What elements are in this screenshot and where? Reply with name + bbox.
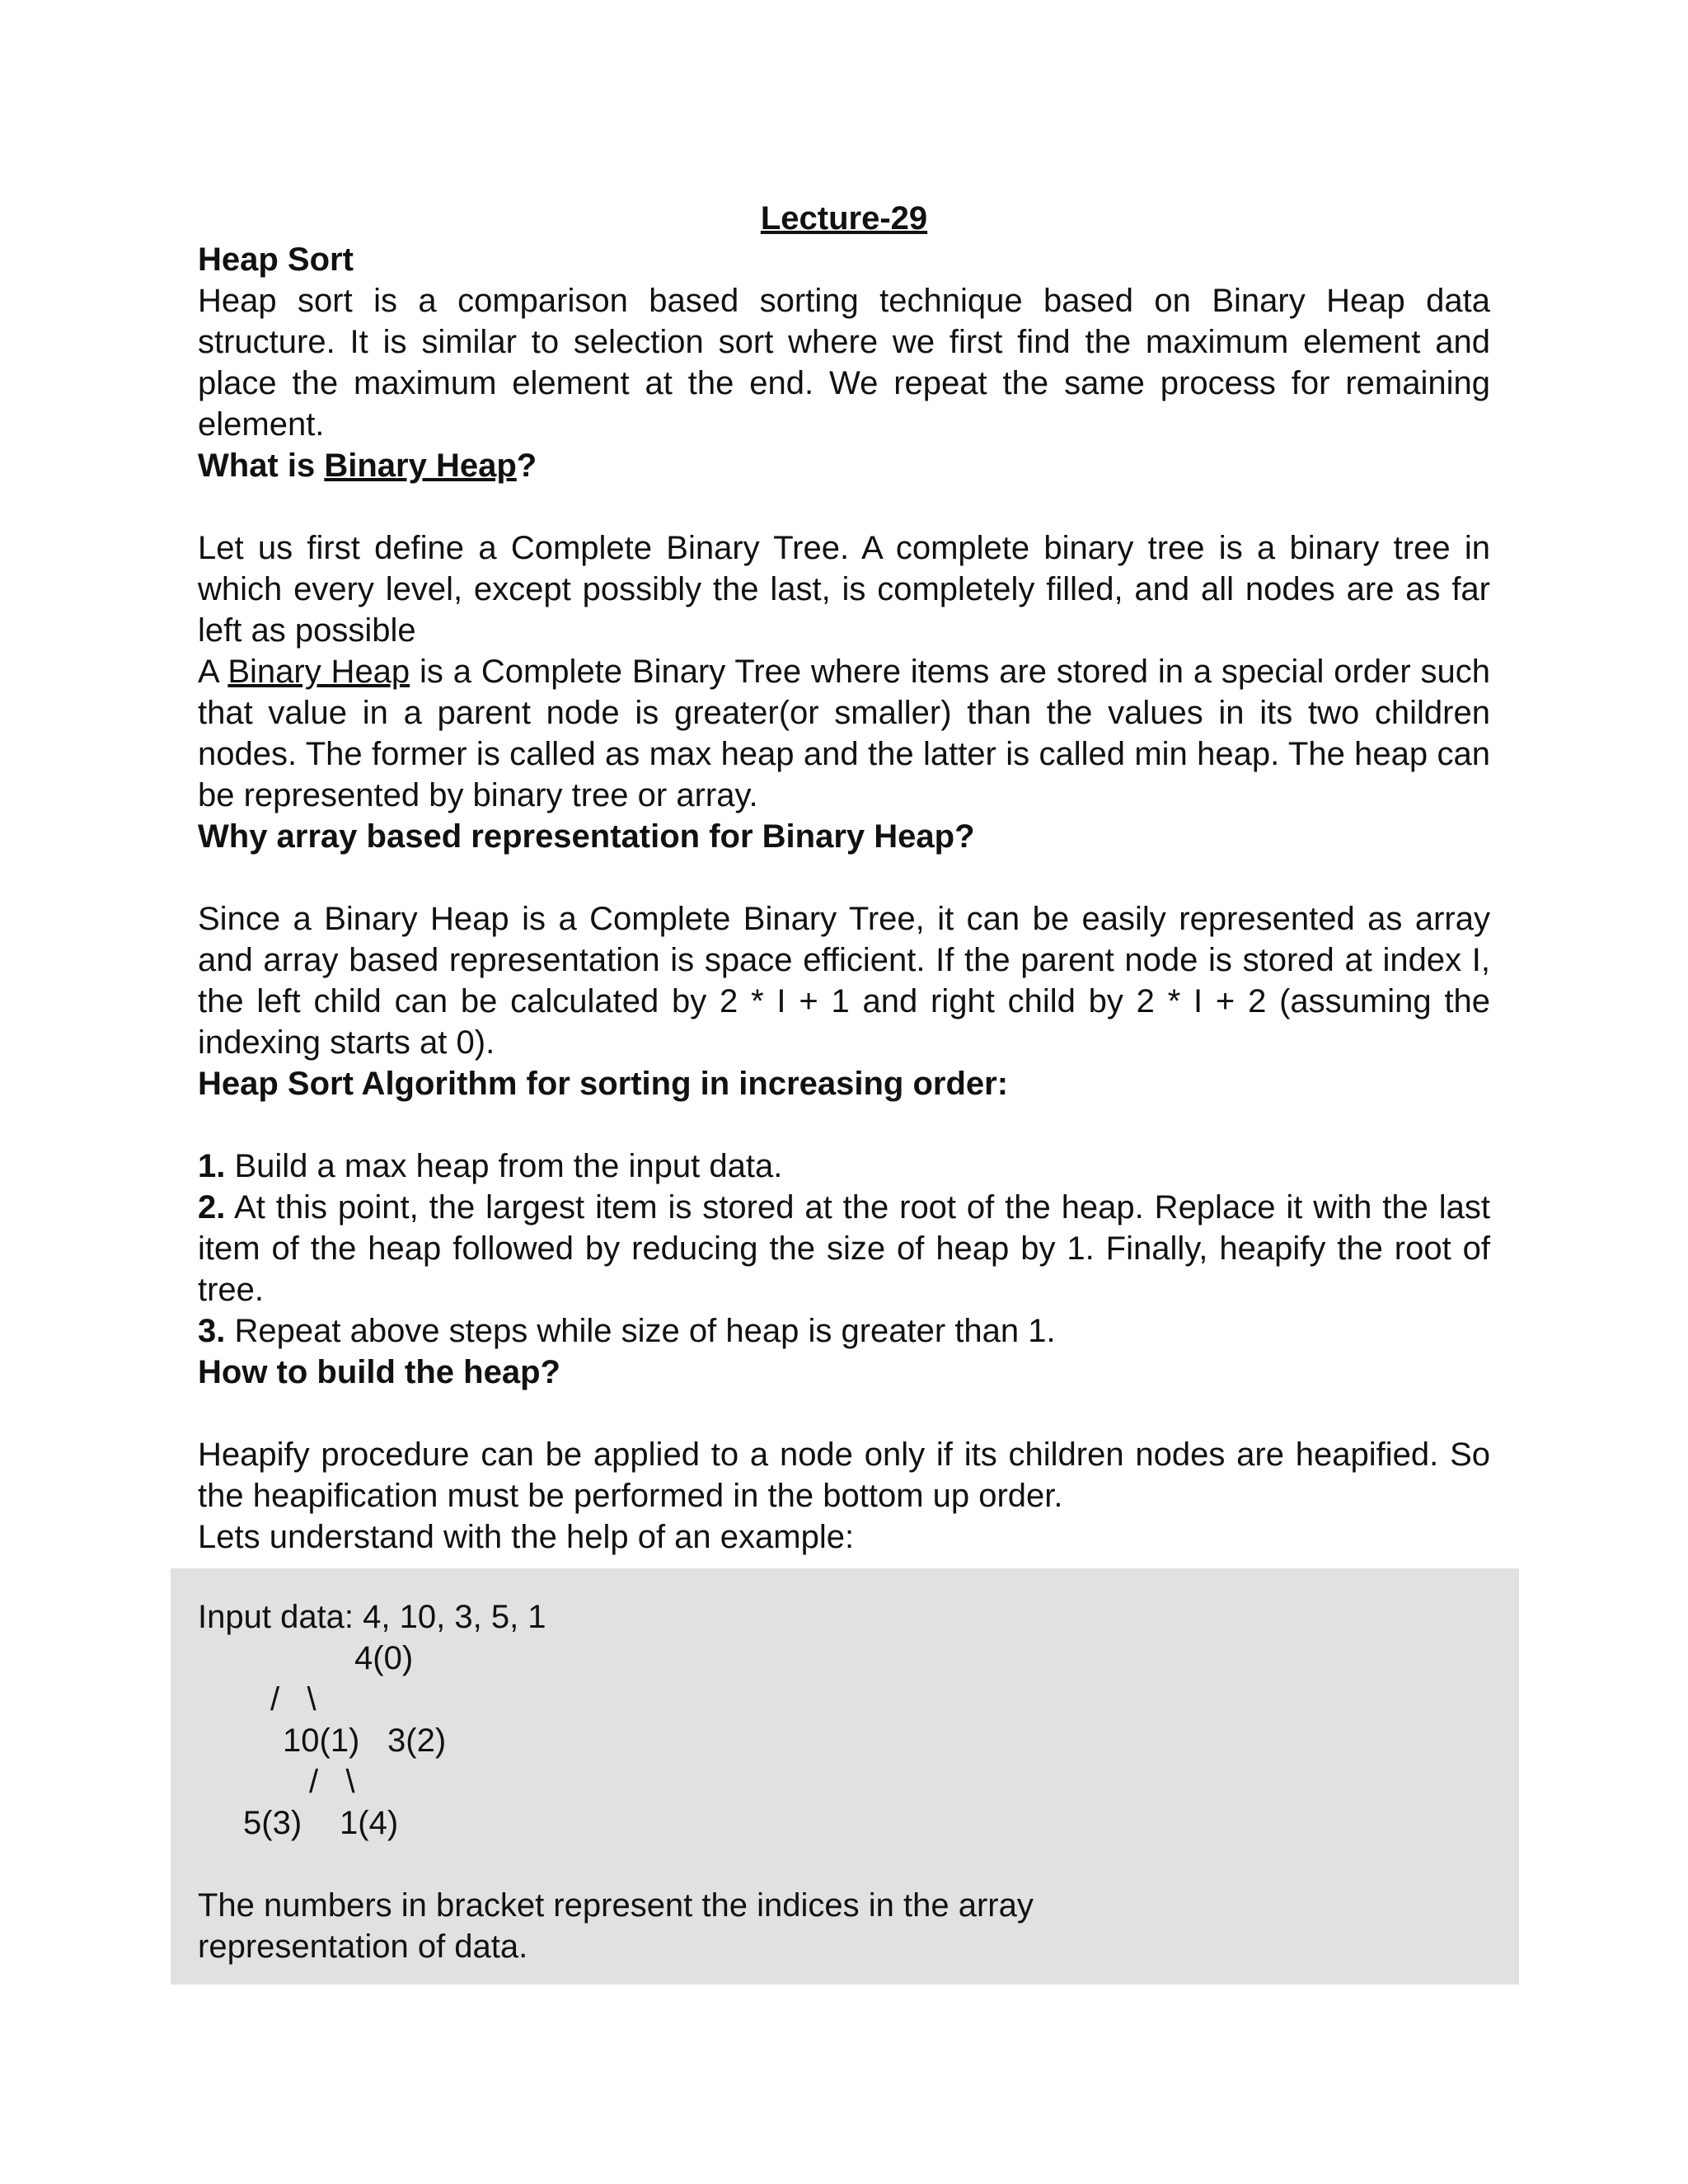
spacer [198,1104,1490,1146]
page-title: Lecture-29 [760,200,928,237]
tree-node-left: 10(1) [283,1722,360,1759]
example-input: Input data: 4, 10, 3, 5, 1 [198,1599,546,1635]
spacer [198,857,1490,898]
tree-node-left-left: 5(3) [243,1805,302,1841]
heading-why-array: Why array based representation for Binary Heap? [198,818,975,855]
tree-node-root: 4(0) [354,1640,414,1676]
example-note [198,1885,1187,1967]
step-number: 2. [198,1189,226,1226]
tree-node-left-right: 1(4) [340,1805,399,1841]
step-number: 1. [198,1148,226,1184]
heading-suffix: ? [516,448,537,484]
heading-prefix: What is [198,448,325,484]
example-note-line1: The numbers in bracket represent the indices in the array [198,1887,1034,1924]
example-content [198,1596,1034,1965]
step-number: 3. [198,1313,226,1349]
paragraph-array-representation: Since a Binary Heap is a Complete Binary Tree, it can be easily represented as array and array based representation is space efficient. If the parent node is stored at index I, the left child can be calculated by 2 * I + 1 and right child by 2 * I + 2 (assuming the indexing starts at 0). [198,901,1490,1061]
spacer [198,1393,1490,1434]
tree-branch-root: / \ [270,1681,316,1718]
heading-how-to-build: How to build the heap? [198,1354,560,1390]
para-rest: is a Complete Binary Tree where items are stored in a special order such that value in a parent node is greater(or smaller) than the values in its two children nodes. The former is called as max heap and the latter is called min heap. The heap can be represented by binary tree or array. [198,654,1490,813]
example-tree [198,1638,692,1844]
example-note-line2: representation of data. [198,1929,528,1965]
step-text: Repeat above steps while size of heap is greater than 1. [225,1313,1056,1349]
paragraph-complete-binary-tree: Let us first define a Complete Binary Tree. A complete binary tree is a binary tree in which every level, except possibly the last, is completely filled, and all nodes are as far left as possible [198,530,1490,649]
para-prefix: A [198,654,228,690]
algorithm-step-1 [198,1146,1490,1187]
binary-heap-inline-link[interactable]: Binary Heap [227,654,410,690]
tree-branch-left: / \ [309,1764,355,1800]
tree-node-right: 3(2) [387,1722,447,1759]
heading-heap-sort: Heap Sort [198,241,354,278]
heading-what-is-binary-heap [198,445,1490,486]
step-text: Build a max heap from the input data. [225,1148,783,1184]
step-text: At this point, the largest item is stored at the root of the heap. Replace it with the last item of the heap followed by reducing the size of heap by 1. Finally, heapify the root of tree. [198,1189,1490,1308]
algorithm-step-3 [198,1310,1490,1352]
algorithm-step-2 [198,1187,1490,1310]
example-box [171,1568,1519,1985]
paragraph-heapify-procedure: Heapify procedure can be applied to a node only if its children nodes are heapified. So the heapification must be performed in the bottom up order. [198,1436,1490,1514]
heading-algorithm: Heap Sort Algorithm for sorting in increasing order: [198,1066,1009,1102]
spacer [198,486,1490,527]
document-page [198,198,1490,1558]
paragraph-binary-heap-definition [198,651,1490,816]
paragraph-example-intro: Lets understand with the help of an example: [198,1519,855,1555]
paragraph-heap-sort-intro: Heap sort is a comparison based sorting technique based on Binary Heap data structure. It is similar to selection sort where we first find the maximum element and place the maximum element at the end. We repeat the same process for remaining element. [198,283,1490,443]
binary-heap-link[interactable]: Binary Heap [324,448,517,484]
